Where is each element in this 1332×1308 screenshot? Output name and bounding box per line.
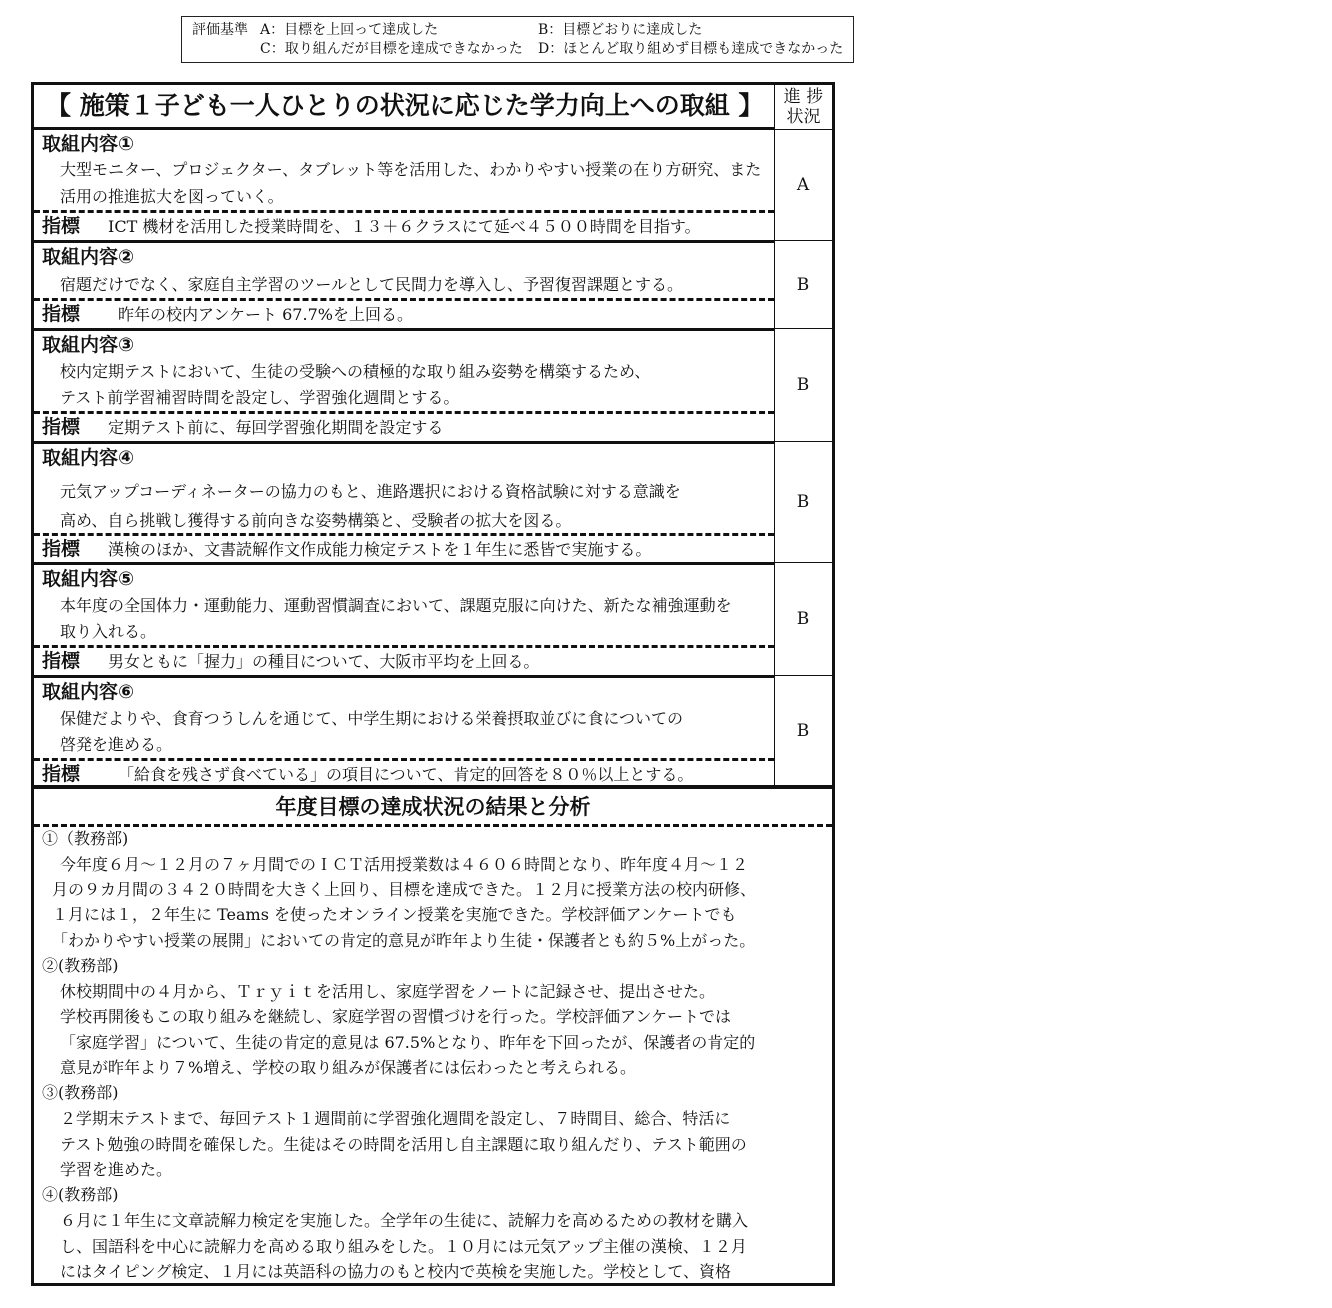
- status-value: B: [796, 720, 810, 741]
- initiative-title: 取組内容⑥: [42, 681, 135, 703]
- dashed-divider: [34, 533, 774, 536]
- status-cell-4: [774, 441, 832, 562]
- progress-header-line1: 進 捗: [783, 87, 824, 107]
- analysis-line: 学習を進めた。: [60, 1160, 173, 1179]
- status-value: B: [796, 375, 810, 395]
- initiative-4: [34, 441, 774, 562]
- analysis-line: し、国語科を中心に読解力を高める取り組みをした。１０月には元気アップ主催の漢検、１２月: [60, 1237, 747, 1256]
- policy-table: [31, 82, 835, 788]
- initiative-desc-line: 活用の推進拡大を図っていく。: [60, 187, 284, 206]
- initiative-1: [34, 130, 774, 240]
- initiative-title: 取組内容①: [42, 133, 135, 155]
- analysis-line: テスト勉強の時間を確保した。生徒はその時間を活用し自主課題に取り組んだり、テスト範囲の: [60, 1135, 747, 1154]
- kpi-label: 指標: [42, 416, 81, 438]
- dashed-divider: [34, 298, 774, 301]
- analysis-line: 「家庭学習」について、生徒の肯定的意見は 67.5%となり、昨年を下回ったが、保護者の肯定的: [60, 1033, 756, 1052]
- initiative-6: [34, 675, 774, 785]
- status-cell-5: [774, 562, 832, 675]
- initiative-desc-line: 宿題だけでなく、家庭自主学習のツールとして民間力を導入し、予習復習課題とする。: [60, 275, 684, 294]
- progress-header-line2: 状況: [786, 107, 821, 127]
- policy-title: 【 施策１子ども一人ひとりの状況に応じた学力向上への取組 】: [34, 85, 774, 130]
- status-cell-1: [774, 130, 832, 240]
- evaluation-criteria-box: [181, 16, 854, 63]
- status-value: B: [796, 492, 810, 512]
- status-value: A: [796, 175, 810, 195]
- analysis-line: 月の９カ月間の３４２０時間を大きく上回り、目標を達成できた。１２月に授業方法の校内研修、: [52, 880, 757, 899]
- criteria-label: 評価基準: [192, 22, 248, 38]
- kpi-text: 男女ともに「握力」の種目について、大阪市平均を上回る。: [108, 652, 540, 671]
- initiative-3: [34, 328, 774, 441]
- initiative-title: 取組内容③: [42, 334, 135, 356]
- analysis-line: 休校期間中の４月から、Ｔｒｙｉｔを活用し、家庭学習をノートに記録させ、提出させた。: [60, 982, 716, 1001]
- dashed-divider: [34, 645, 774, 648]
- analysis-heading-3: ③(教務部): [42, 1083, 119, 1102]
- analysis-heading-2: ②(教務部): [42, 956, 119, 975]
- analysis-line: ２学期末テストまで、毎回テスト１週間前に学習強化週間を設定し、７時間目、総合、特活に: [60, 1109, 731, 1128]
- initiative-desc-line: 高め、自ら挑戦し獲得する前向きな姿勢構築と、受験者の拡大を図る。: [60, 511, 572, 530]
- kpi-label: 指標: [42, 215, 81, 237]
- initiative-desc-line: 取り入れる。: [60, 622, 157, 641]
- dashed-divider: [34, 758, 774, 761]
- status-value: B: [796, 609, 810, 629]
- status-cell-3: [774, 328, 832, 441]
- criteria-d: D：ほとんど取り組めず目標も達成できなかった: [538, 41, 844, 57]
- analysis-line: １月には１，２年生に Teams を使ったオンライン授業を実施できた。学校評価アンケートでも: [52, 905, 737, 924]
- initiative-2: [34, 240, 774, 328]
- kpi-label: 指標: [42, 538, 81, 560]
- initiative-title: 取組内容②: [42, 246, 135, 268]
- dashed-divider: [34, 411, 774, 414]
- analysis-line: にはタイピング検定、１月には英語科の協力のもと校内で英検を実施した。学校として、資格: [60, 1262, 732, 1281]
- progress-status-header: [774, 85, 832, 130]
- kpi-text: 漢検のほか、文書読解作文作成能力検定テストを１年生に悉皆で実施する。: [108, 540, 652, 559]
- analysis-line: 「わかりやすい授業の展開」においての肯定的意見が昨年より生徒・保護者とも約５%上がった。: [52, 931, 756, 950]
- kpi-text: 「給食を残さず食べている」の項目について、肯定的回答を８０％以上とする。: [118, 765, 694, 784]
- initiative-5: [34, 562, 774, 675]
- dashed-divider: [34, 824, 832, 827]
- criteria-b: B：目標どおりに達成した: [538, 22, 703, 38]
- initiative-desc-line: 元気アップコーディネーターの協力のもと、進路選択における資格試験に対する意識を: [60, 482, 681, 501]
- analysis-heading-1: ①（教務部): [42, 829, 129, 848]
- criteria-c: C：取り組んだが目標を達成できなかった: [260, 41, 523, 57]
- initiative-desc-line: 保健だよりや、食育つうしんを通じて、中学生期における栄養摂取並びに食についての: [60, 709, 684, 728]
- initiative-desc-line: 本年度の全国体力・運動能力、運動習慣調査において、課題克服に向けた、新たな補強運動を: [60, 596, 732, 615]
- analysis-line: 意見が昨年より７%増え、学校の取り組みが保護者には伝わったと考えられる。: [60, 1058, 637, 1077]
- kpi-text: ICT 機材を活用した授業時間を、１３＋６クラスにて延べ４５００時間を目指す。: [108, 217, 701, 236]
- initiative-desc-line: テスト前学習補習時間を設定し、学習強化週間とする。: [60, 388, 460, 407]
- criteria-a: A：目標を上回って達成した: [260, 22, 439, 38]
- status-cell-2: [774, 240, 832, 328]
- analysis-section: [31, 786, 835, 1286]
- kpi-label: 指標: [42, 650, 81, 672]
- initiative-desc-line: 大型モニター、プロジェクター、タブレット等を活用した、わかりやすい授業の在り方研究、また: [60, 160, 762, 179]
- kpi-text: 定期テスト前に、毎回学習強化期間を設定する: [108, 418, 444, 437]
- analysis-line: ６月に１年生に文章読解力検定を実施した。全学年の生徒に、読解力を高めるための教材を購入: [60, 1211, 749, 1230]
- status-cell-6: [774, 675, 832, 785]
- analysis-heading-4: ④(教務部): [42, 1185, 119, 1204]
- initiative-desc-line: 校内定期テストにおいて、生徒の受験への積極的な取り組み姿勢を構築するため、: [60, 362, 651, 381]
- analysis-title: 年度目標の達成状況の結果と分析: [275, 795, 591, 819]
- dashed-divider: [34, 210, 774, 213]
- analysis-line: 学校再開後もこの取り組みを継続し、家庭学習の習慣づけを行った。学校評価アンケートでは: [60, 1007, 732, 1026]
- status-value: B: [796, 274, 810, 295]
- kpi-label: 指標: [42, 763, 81, 785]
- kpi-label: 指標: [42, 303, 81, 325]
- initiative-title: 取組内容④: [42, 447, 135, 469]
- kpi-text: 昨年の校内アンケート 67.7%を上回る。: [118, 305, 413, 324]
- initiative-title: 取組内容⑤: [42, 568, 135, 590]
- analysis-line: 今年度６月～１２月の７ヶ月間でのＩＣＴ活用授業数は４６０６時間となり、昨年度４月～１２: [60, 855, 749, 874]
- initiative-desc-line: 啓発を進める。: [60, 735, 173, 754]
